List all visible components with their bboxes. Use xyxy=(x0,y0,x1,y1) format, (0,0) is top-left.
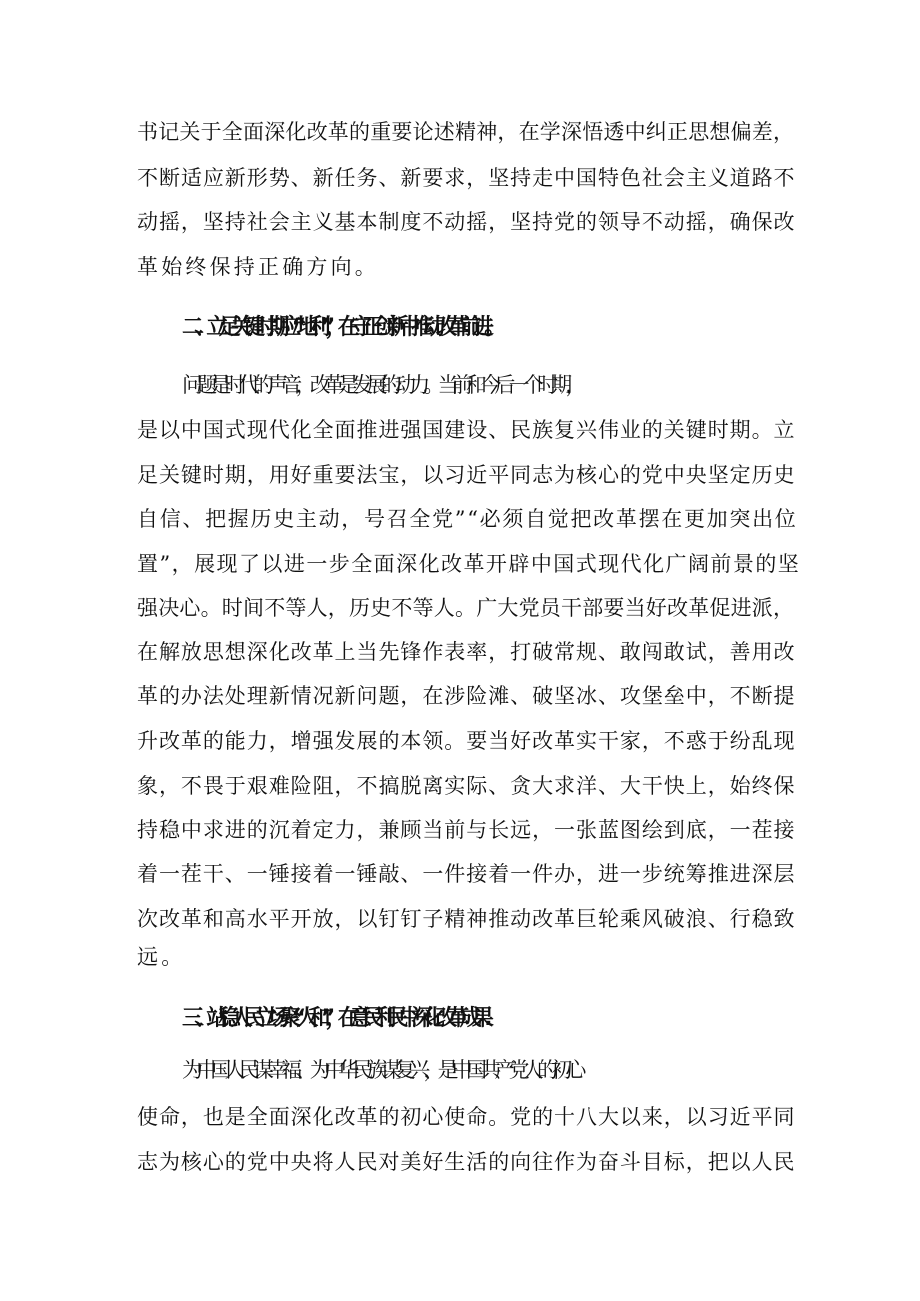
paragraph-line: 动摇，坚持社会主义基本制度不动摇，坚持党的领导不动摇，确保改 xyxy=(137,210,796,234)
paragraph-line: 革始终保持正确方向。 xyxy=(137,255,379,279)
paragraph-line: 使命，也是全面深化改革的初心使命。党的十八大以来，以习近平同 xyxy=(137,1105,796,1129)
paragraph-line: 持稳中求进的沉着定力，兼顾当前与长远，一张蓝图绘到底，一茬接 xyxy=(137,818,796,842)
paragraph-line: 书记关于全面深化改革的重要论述精神，在学深悟透中纠正思想偏差， xyxy=(137,120,795,144)
paragraph-line: 着一茬干、一锤接着一锤敲、一件接着一件办，进一步统筹推进深层 xyxy=(137,862,796,886)
paragraph-line: 革的办法处理新情况新问题，在涉险滩、破坚冰、攻堡垒中，不断提 xyxy=(137,684,796,708)
paragraph-line: 是以中国式现代化全面推进强国建设、民族复兴伟业的关键时期。立 xyxy=(137,418,796,442)
paragraph-line: 自信、把握历史主动，号召全党”“必须自觉把改革摆在更加突出位 xyxy=(137,507,798,531)
paragraph-line: 不断适应新形势、新任务、新要求，坚持走中国特色社会主义道路不 xyxy=(137,166,796,190)
paragraph-line: 问题是时代的声音，改革是发展的动力。当前和今后一个时期， xyxy=(182,373,580,397)
paragraph-line: 远。 xyxy=(137,945,186,969)
section-heading-2: 二、立足关键时期应“地利”，在守正创新中推动改革前进。 xyxy=(182,315,497,340)
paragraph-line: 象，不畏于艰难险阻，不搞脱离实际、贪大求洋、大干快上，始终保 xyxy=(137,774,796,798)
paragraph-line: 志为核心的党中央将人民对美好生活的向往作为奋斗目标，把以人民 xyxy=(137,1150,796,1174)
paragraph-line: 次改革和高水平开放，以钉钉子精神推动改革巨轮乘风破浪、行稳致 xyxy=(137,907,796,931)
section-heading-3: 三、站稳人民立场聚“人和”，在意民利民中深化改革成果. xyxy=(182,1006,483,1031)
paragraph-line: 足关键时期，用好重要法宝，以习近平同志为核心的党中央坚定历史 xyxy=(137,463,796,487)
paragraph-line: 为中国人民谋幸福、为中华民族谋复兴，是中国共产党人的初心 xyxy=(182,1058,580,1082)
paragraph-line: 强决心。时间不等人，历史不等人。广大党员干部要当好改革促进派， xyxy=(137,596,795,620)
paragraph-line: 升改革的能力，增强发展的本领。要当好改革实干家，不惑于纷乱现 xyxy=(137,729,796,753)
paragraph-line: 在解放思想深化改革上当先锋作表率，打破常规、敢闯敢试，善用改 xyxy=(137,640,796,664)
paragraph-line: 置”，展现了以进一步全面深化改革开辟中国式现代化广阔前景的坚 xyxy=(137,552,801,576)
